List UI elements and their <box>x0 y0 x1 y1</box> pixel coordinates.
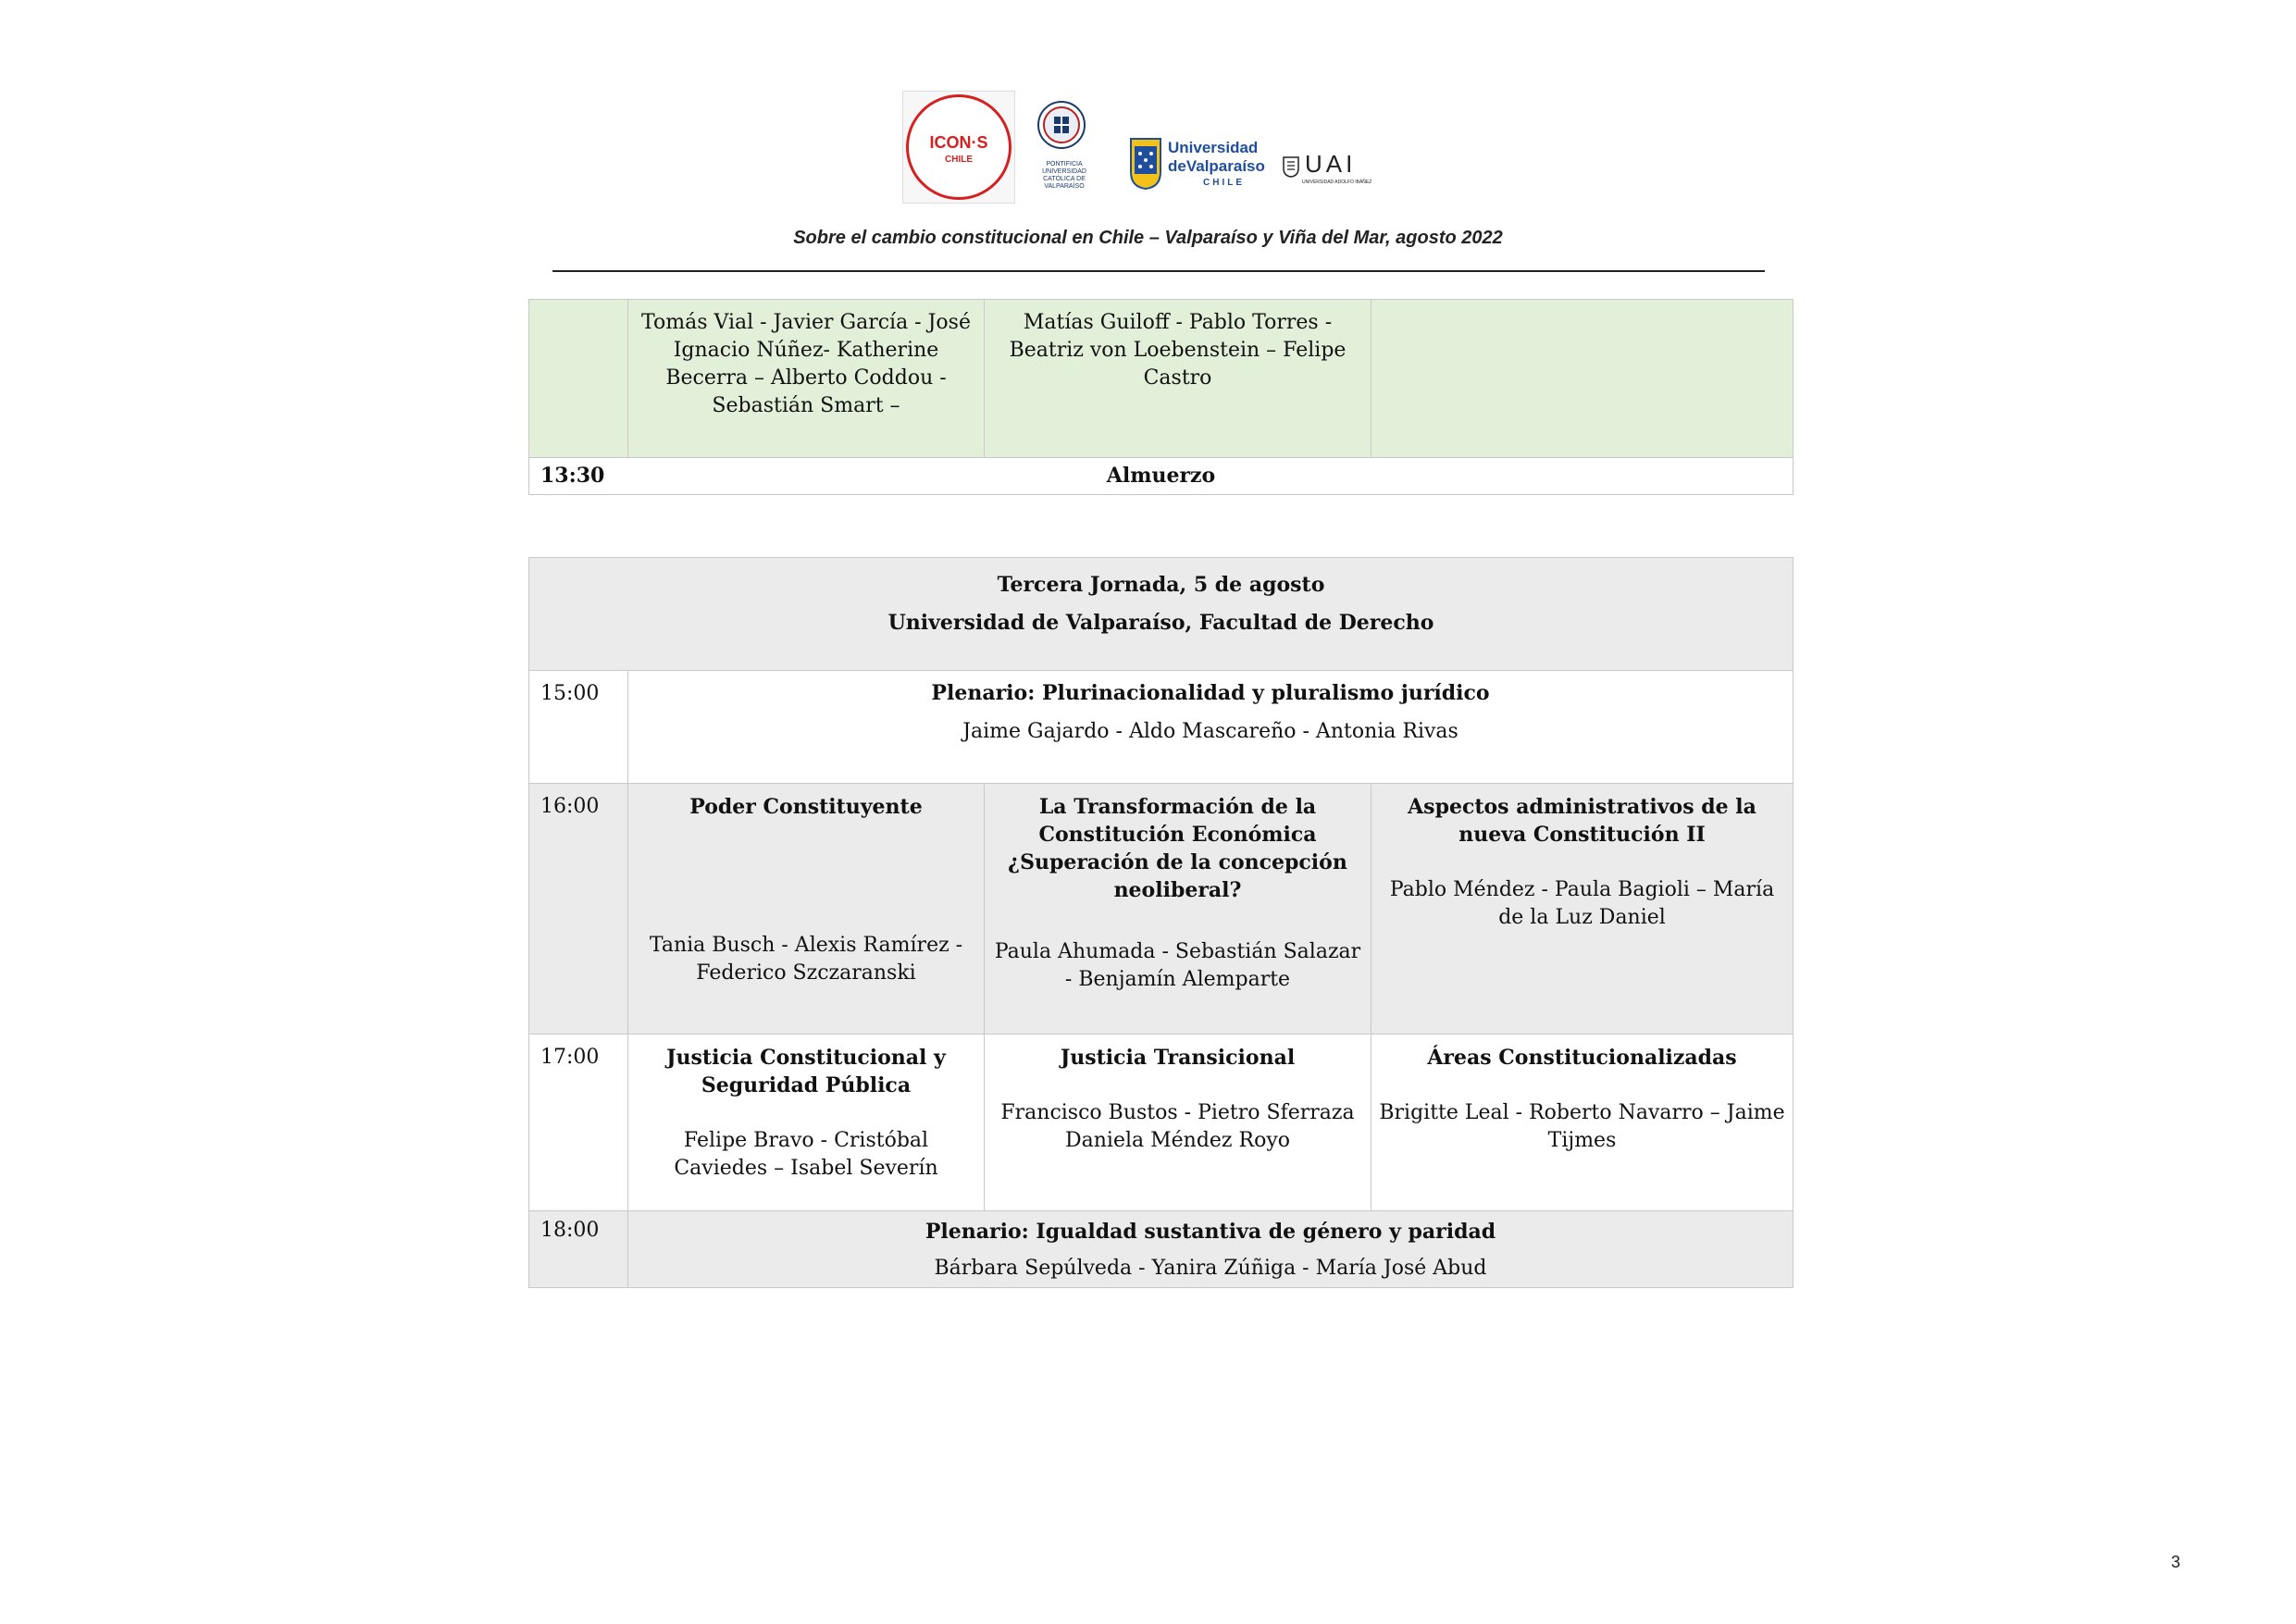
session-cell <box>1371 784 1793 1035</box>
plenary-cell <box>628 671 1793 784</box>
time-cell: 16:00 <box>529 784 628 1035</box>
session-title: Poder Constituyente <box>689 795 923 819</box>
table-row <box>529 1035 1793 1211</box>
session-cell <box>985 1035 1371 1211</box>
table-row <box>529 300 1793 458</box>
pucv-crest-icon <box>1036 100 1086 157</box>
lunch-row <box>529 458 1793 495</box>
time-cell: 15:00 <box>529 671 628 784</box>
time-cell <box>529 300 628 458</box>
session-speakers: Felipe Bravo - Cristóbal Caviedes – Isabel Severín <box>674 1129 938 1180</box>
session-speakers: Paula Ahumada - Sebastián Salazar - Benjamín Alemparte <box>994 940 1361 991</box>
icons-chile-logo: ICON·S CHILE <box>902 91 1015 204</box>
schedule-table-day3 <box>528 557 1793 1288</box>
plenary-title: Plenario: Igualdad sustantiva de género y paridad <box>925 1220 1496 1244</box>
session-cell <box>628 1035 985 1211</box>
table-row <box>529 784 1793 1035</box>
document-subtitle: Sobre el cambio constitucional en Chile – Valparaíso y Viña del Mar, agosto 2022 <box>793 228 1503 248</box>
session-title: Justicia Constitucional y Seguridad Pública <box>666 1046 946 1097</box>
session-speakers: Tania Busch - Alexis Ramírez - Federico Szczaranski <box>649 934 963 985</box>
session-speakers: Brigitte Leal - Roberto Navarro – Jaime Tijmes <box>1379 1101 1785 1152</box>
uv-shield-icon <box>1129 137 1162 191</box>
lunch-label: Almuerzo <box>628 458 1793 495</box>
plenary-speakers: Bárbara Sepúlveda - Yanira Zúñiga - María José Abud <box>934 1257 1487 1280</box>
uai-logo: UAI UNIVERSIDAD ADOLFO IBÁÑEZ <box>1282 154 1402 191</box>
schedule-table-continued <box>528 299 1793 495</box>
universidad-de-valparaiso-logo: Universidad deValparaíso CHILE <box>1129 137 1272 202</box>
time-cell: 18:00 <box>529 1211 628 1288</box>
session-cell <box>628 784 985 1035</box>
day-header <box>529 558 1793 671</box>
page-number: 3 <box>2171 1553 2181 1571</box>
speakers-cell: Matías Guiloff - Pablo Torres - Beatriz von Loebenstein – Felipe Castro <box>985 300 1371 458</box>
session-title: Justicia Transicional <box>1060 1046 1296 1070</box>
day-venue: Universidad de Valparaíso, Facultad de Derecho <box>887 611 1434 635</box>
pucv-logo: PONTIFICIA UNIVERSIDAD CATÓLICA DE VALPARAÍSO <box>1036 100 1092 197</box>
plenary-title: Plenario: Plurinacionalidad y pluralismo jurídico <box>931 681 1490 705</box>
session-title: Áreas Constitucionalizadas <box>1427 1046 1737 1070</box>
speakers-cell <box>1371 300 1793 458</box>
session-speakers: Pablo Méndez - Paula Bagioli – María de la Luz Daniel <box>1389 878 1775 929</box>
session-cell <box>985 784 1371 1035</box>
header-divider <box>552 270 1765 272</box>
session-cell <box>1371 1035 1793 1211</box>
logo-strip <box>902 91 1421 206</box>
table-row <box>529 671 1793 784</box>
speakers-cell: Tomás Vial - Javier García - José Ignacio Núñez- Katherine Becerra – Alberto Coddou - Sebastián Smart – <box>628 300 985 458</box>
plenary-speakers: Jaime Gajardo - Aldo Mascareño - Antonia Rivas <box>962 720 1458 743</box>
time-cell: 13:30 <box>529 458 628 495</box>
plenary-cell <box>628 1211 1793 1288</box>
day-title: Tercera Jornada, 5 de agosto <box>997 573 1325 597</box>
session-speakers: Francisco Bustos - Pietro Sferraza Daniela Méndez Royo <box>1000 1101 1355 1152</box>
time-cell: 17:00 <box>529 1035 628 1211</box>
day-header-row <box>529 558 1793 671</box>
session-title: Aspectos administrativos de la nueva Constitución II <box>1408 795 1756 847</box>
session-title: La Transformación de la Constitución Económica ¿Superación de la concepción neoliberal? <box>1008 795 1347 902</box>
table-row <box>529 1211 1793 1288</box>
uai-crest-icon <box>1282 155 1300 178</box>
